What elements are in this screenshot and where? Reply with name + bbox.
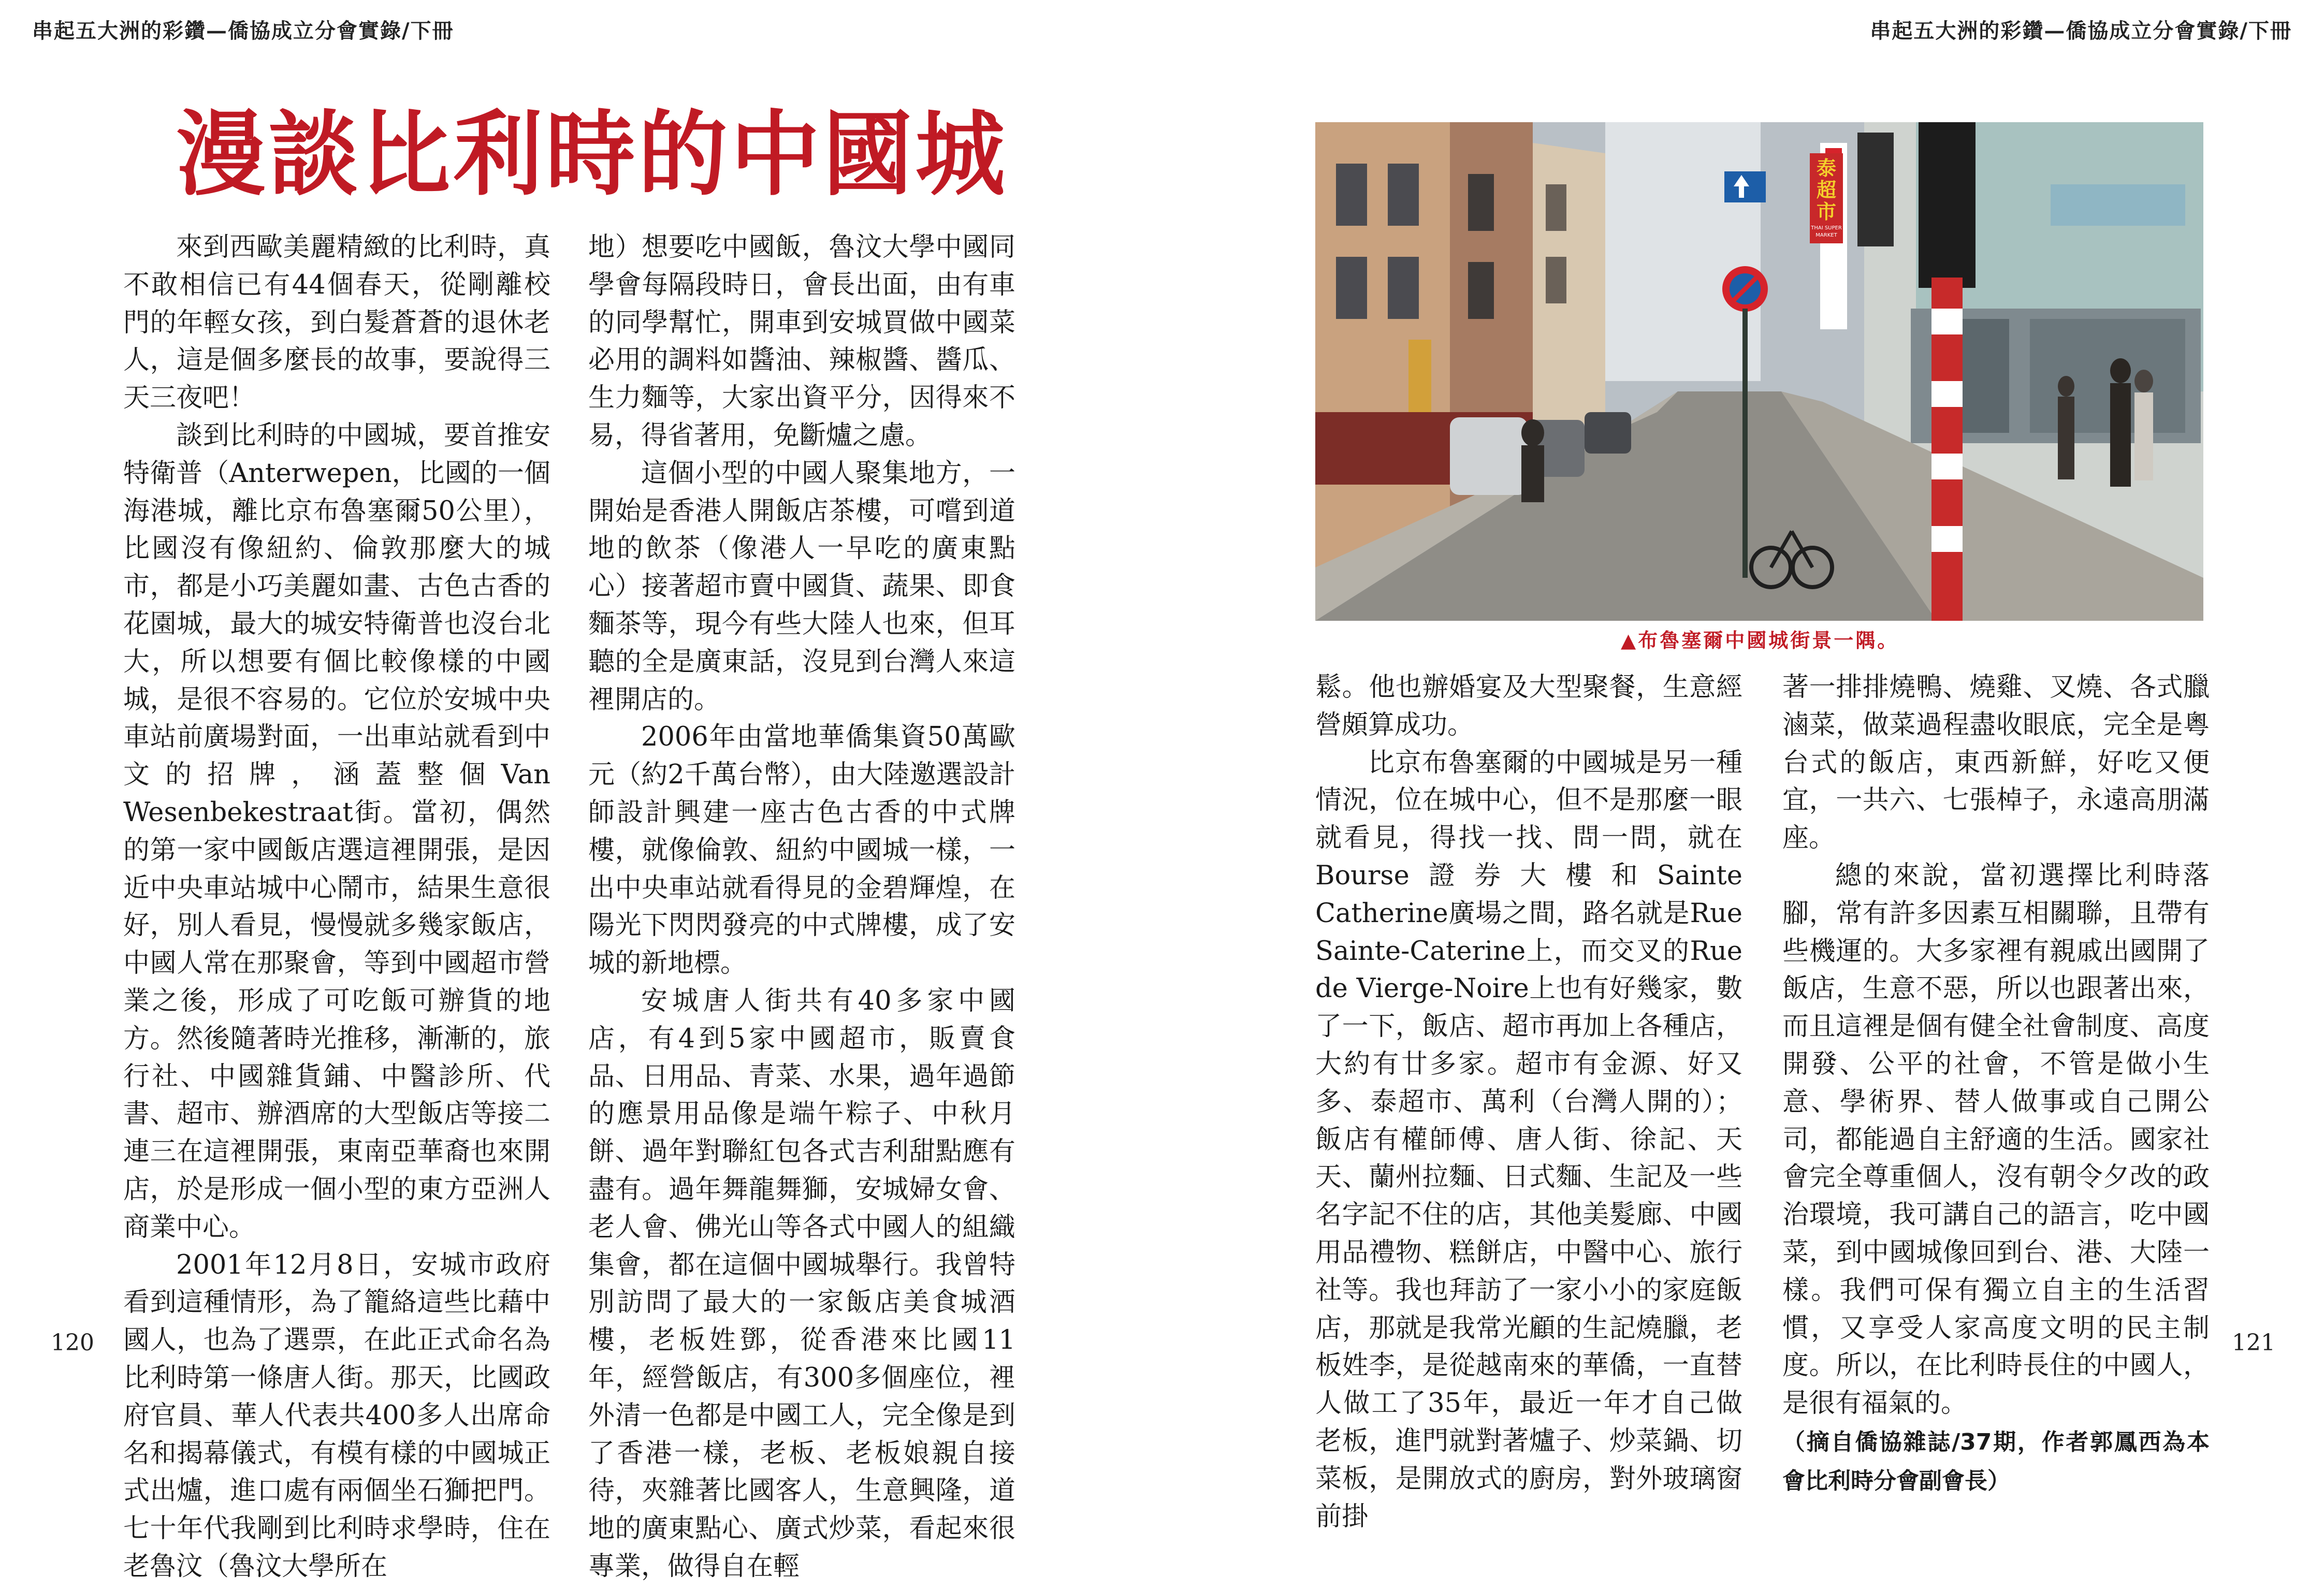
article-title: 漫談比利時的中國城 <box>176 101 1008 208</box>
paragraph: 安城唐人街共有40多家中國店，有4到5家中國超市，販賣食品、日用品、青菜、水果，過年過節的應景用品像是端午粽子、中秋月餅、過年對聯紅包各式吉利甜點應有盡有。過年舞龍舞獅，安城婦女會、老人會、佛光山等各式中國人的組織集會，都在這個中國城舉行。我曾特別訪問了最大的一家飯店美食城酒樓，老板姓鄧，從香港來比國11年，經營飯店，有300多個座位，裡外清一色都是中國工人，完全像是到了香港一樣，老板、老板娘親自接待，夾雜著比國客人，生意興隆，道地的廣東點心、廣式炒菜，看起來很專業，做得自在輕 <box>588 985 1015 1582</box>
paragraph: 這個小型的中國人聚集地方，一開始是香港人開飯店茶樓，可嚐到道地的飲茶（像港人一早吃的廣東點心）接著超市賣中國貨、蔬果、即食麵茶等，現今有些大陸人也來，但耳聽的全是廣東話，沒見到台灣人來這裡開店的。 <box>588 458 1015 715</box>
text-column-4 <box>1782 669 2210 1494</box>
paragraph: 比京布魯塞爾的中國城是另一種情況，位在城中心，但不是那麼一眼就看見，得找一找、問一問，就在Bourse證券大樓和Sainte Catherine廣場之間，路名就是Rue Sainte-Caterine上，而交叉的Rue de Vierge-Noire上也有好幾家，數了一下，飯店、超市再加上各種店，大約有廿多家。超市有金源、好又多、泰超市、萬利（台灣人開的）；飯店有權師傅、唐人街、徐記、天天、蘭州拉麵、日式麵、生記及一些名字記不住的店，其他美髮廊、中國用品禮物、糕餅店，中醫中心、旅行社等。我也拜訪了一家小小的家庭飯店，那就是我常光顧的生記燒臘，老板姓李，是從越南來的華僑，一直替人做工了35年，最近一年才自己做老板，進門就對著爐子、炒菜鍋、切菜板，是開放式的廚房，對外玻璃窗前掛 <box>1315 747 1742 1532</box>
page-number-left: 120 <box>51 1330 94 1356</box>
running-header-right: 串起五大洲的彩鑽—僑協成立分會實錄/下冊 <box>1870 19 2292 43</box>
paragraph: 著一排排燒鴨、燒雞、叉燒、各式臘滷菜，做菜過程盡收眼底，完全是粵台式的飯店，東西新鮮，好吃又便宜，一共六、七張棹子，永遠高朋滿座。 <box>1782 672 2210 854</box>
photo-caption: ▲布魯塞爾中國城街景一隅。 <box>1621 629 1899 652</box>
source-note <box>1782 1423 2210 1500</box>
paragraph: 2006年由當地華僑集資50萬歐元（約2千萬台幣），由大陸邀選設計師設計興建一座古色古香的中式牌樓，就像倫敦、紐約中國城一樣，一出中央車站就看得見的金碧輝煌，在陽光下閃閃發亮的中式牌樓，成了安城的新地標。 <box>588 722 1015 979</box>
text-column-3 <box>1315 669 1742 1532</box>
paragraph: 總的來說，當初選擇比利時落腳，常有許多因素互相關聯，且帶有些機運的。大多家裡有親戚出國開了飯店，生意不惡，所以也跟著出來，而且這裡是個有健全社會制度、高度開發、公平的社會，不管是做小生意、學術界、替人做事或自己開公司，都能過自主舒適的生活。國家社會完全尊重個人，沒有朝令夕改的政治環境，我可講自己的語言，吃中國菜，到中國城像回到台、港、大陸一樣。我們可保有獨立自主的生活習慣，又享受人家高度文明的民主制度。所以，在比利時長住的中國人，是很有福氣的。 <box>1782 860 2210 1419</box>
paragraph: 來到西歐美麗精緻的比利時，真不敢相信已有44個春天，從剛離校門的年輕女孩，到白髮蒼蒼的退休老人，這是個多麼長的故事，要說得三天三夜吧！ <box>123 232 550 414</box>
paragraph: 2001年12月8日，安城市政府看到這種情形，為了籠絡這些比藉中國人，也為了選票，在此正式命名為比利時第一條唐人街。那天，比國政府官員、華人代表共400多人出席命名和揭幕儀式，有模有樣的中國城正式出爐，進口處有兩個坐石獅把門。七十年代我剛到比利時求學時，住在老魯汶（魯汶大學所在 <box>123 1249 550 1582</box>
paragraph: 談到比利時的中國城，要首推安特衛普（Anterwepen，比國的一個海港城，離比京布魯塞爾50公里），比國沒有像紐約、倫敦那麼大的城市，都是小巧美麗如畫、古色古香的花園城，最大的城安特衛普也沒台北大，所以想要有個比較像樣的中國城，是很不容易的。它位於安城中央車站前廣場對面，一出車站就看到中文的招牌，涵蓋整個Van Wesenbekestraat街。當初，偶然的第一家中國飯店選這裡開張，是因近中央車站城中心鬧市，結果生意很好，別人看見，慢慢就多幾家飯店，中國人常在那聚會，等到中國超市營業之後，形成了可吃飯可辦貨的地方。然後隨著時光推移，漸漸的，旅行社、中國雜貨鋪、中醫診所、代書、超市、辦酒席的大型飯店等接二連三在這裡開張，東南亞華裔也來開店，於是形成一個小型的東方亞洲人商業中心。 <box>123 420 550 1243</box>
street-photo <box>1315 122 2203 621</box>
paragraph: 地）想要吃中國飯，魯汶大學中國同學會每隔段時日，會長出面，由有車的同學幫忙，開車到安城買做中國菜必用的調料如醬油、辣椒醬、醬瓜、生力麵等，大家出資平分，因得來不易，得省著用，免斷爐之慮。 <box>588 232 1015 451</box>
shop-sign <box>1810 153 1843 243</box>
running-header-left: 串起五大洲的彩鑽—僑協成立分會實錄/下冊 <box>32 19 454 43</box>
text-column-1 <box>123 229 550 1582</box>
source-note-text: （摘自僑協雜誌/37期，作者郭鳳西為本會比利時分會副會長） <box>1782 1428 2210 1494</box>
text-column-2 <box>588 229 1015 1582</box>
shop-sign-text: 泰超市 <box>1816 157 1836 223</box>
paragraph: 鬆。他也辦婚宴及大型聚餐，生意經營頗算成功。 <box>1315 672 1742 740</box>
page-number-right: 121 <box>2232 1330 2275 1356</box>
shop-sign-english: THAI SUPER MARKET <box>1811 225 1842 238</box>
